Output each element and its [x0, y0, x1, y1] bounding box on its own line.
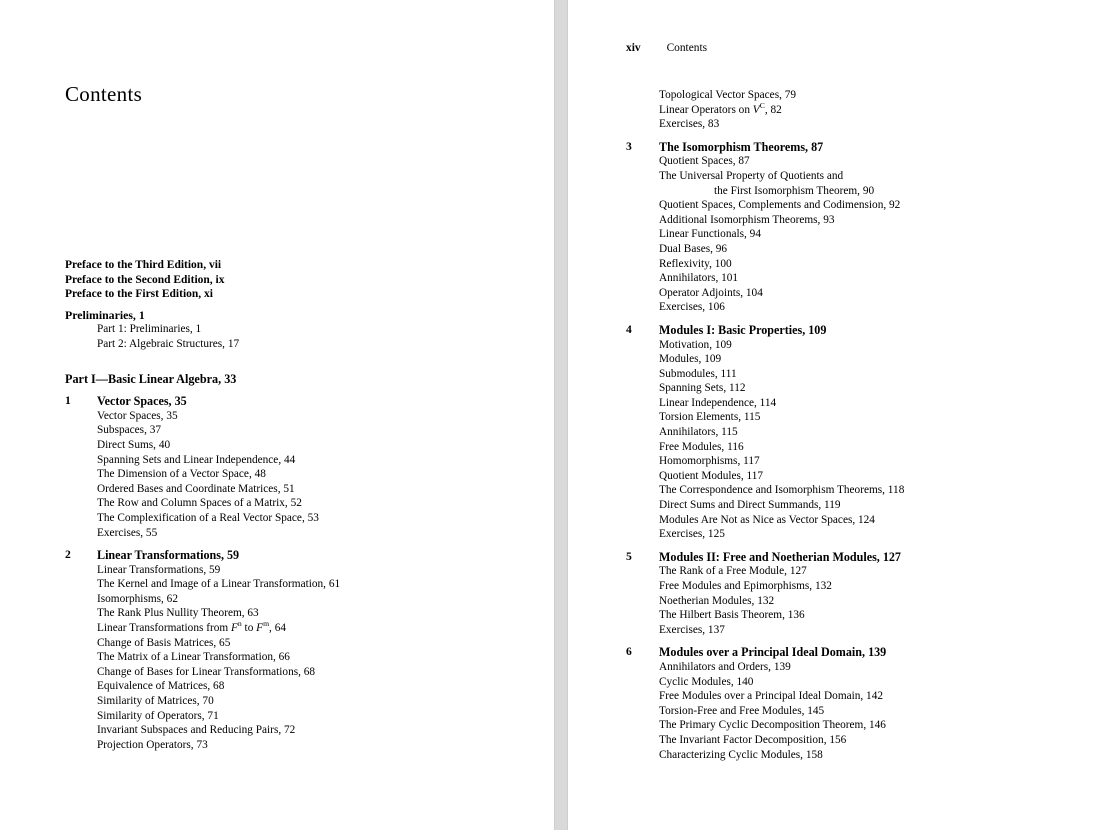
- page-gutter: [554, 0, 568, 830]
- toc-entry[interactable]: Characterizing Cyclic Modules, 158: [659, 748, 823, 761]
- toc-entry[interactable]: Spanning Sets and Linear Independence, 44: [97, 453, 296, 466]
- front-matter-entry[interactable]: Preface to the Second Edition, ix: [65, 273, 225, 286]
- toc-entry-linear-transformations-fn-fm[interactable]: [97, 621, 505, 636]
- toc-entry[interactable]: Reflexivity, 100: [659, 257, 732, 270]
- toc-entry[interactable]: Similarity of Matrices, 70: [97, 695, 214, 708]
- part-heading: Part I—Basic Linear Algebra, 33: [65, 371, 237, 386]
- symbol-v: V: [752, 103, 760, 116]
- front-matter-entry[interactable]: Preface to the Third Edition, vii: [65, 259, 222, 271]
- preliminaries-heading[interactable]: Preliminaries, 1: [65, 307, 145, 322]
- toc-entry[interactable]: Exercises, 55: [97, 526, 158, 539]
- preliminaries-item[interactable]: Part 2: Algebraic Structures, 17: [97, 337, 240, 350]
- chapter-3-entries-rest: [659, 198, 1086, 315]
- toc-entry[interactable]: Torsion-Free and Free Modules, 145: [659, 704, 825, 717]
- toc-entry[interactable]: Ordered Bases and Coordinate Matrices, 51: [97, 482, 295, 495]
- toc-entry[interactable]: Quotient Modules, 117: [659, 469, 764, 482]
- toc-entry[interactable]: Exercises, 83: [659, 118, 720, 131]
- symbol-f: F: [230, 622, 238, 635]
- entry-page-number: , 82: [764, 103, 782, 116]
- toc-entry[interactable]: Linear Independence, 114: [659, 396, 777, 409]
- toc-entry[interactable]: The Invariant Factor Decomposition, 156: [659, 733, 847, 746]
- continued-entries: [659, 88, 1086, 132]
- toc-entry[interactable]: The Rank Plus Nullity Theorem, 63: [97, 607, 259, 620]
- chapter-title: Modules II: Free and Noetherian Modules, 127: [659, 549, 901, 564]
- chapter-6-entries: [659, 660, 1086, 762]
- chapter-heading[interactable]: [65, 548, 505, 563]
- chapter-heading[interactable]: [65, 394, 505, 409]
- chapter-title: Linear Transformations, 59: [97, 548, 240, 563]
- chapter-heading[interactable]: [626, 140, 1086, 155]
- toc-entry[interactable]: Isomorphisms, 62: [97, 592, 178, 605]
- chapter-number: 6: [626, 645, 632, 659]
- toc-entry-linear-operators-vc[interactable]: [659, 100, 1086, 118]
- chapter-number: 3: [626, 139, 632, 153]
- toc-entry[interactable]: Annihilators, 101: [659, 272, 739, 285]
- toc-entry[interactable]: Equivalence of Matrices, 68: [97, 680, 225, 693]
- chapter-number: 5: [626, 549, 632, 563]
- toc-entry[interactable]: Annihilators, 115: [659, 426, 738, 439]
- toc-entry[interactable]: Exercises, 125: [659, 528, 725, 541]
- chapter-2-entries: [97, 563, 505, 753]
- toc-entry[interactable]: Homomorphisms, 117: [659, 455, 760, 468]
- toc-entry[interactable]: The Rank of a Free Module, 127: [659, 565, 807, 578]
- toc-entry[interactable]: The Row and Column Spaces of a Matrix, 52: [97, 497, 302, 510]
- toc-entry[interactable]: Annihilators and Orders, 139: [659, 660, 791, 673]
- toc-entry[interactable]: Linear Functionals, 94: [659, 228, 761, 241]
- toc-entry[interactable]: Torsion Elements, 115: [659, 411, 761, 424]
- toc-entry[interactable]: Exercises, 106: [659, 301, 725, 314]
- chapter-title: Modules over a Principal Ideal Domain, 139: [659, 645, 887, 660]
- toc-entry[interactable]: The Correspondence and Isomorphism Theorems, 118: [659, 484, 905, 497]
- toc-entry[interactable]: The Dimension of a Vector Space, 48: [97, 468, 266, 481]
- toc-entry[interactable]: Change of Basis Matrices, 65: [97, 636, 231, 649]
- toc-entry[interactable]: Noetherian Modules, 132: [659, 594, 775, 607]
- toc-entry[interactable]: Topological Vector Spaces, 79: [659, 89, 797, 101]
- toc-entry[interactable]: The Universal Property of Quotients and: [659, 169, 844, 182]
- chapter-title: Vector Spaces, 35: [97, 394, 187, 409]
- symbol-f-2: F: [256, 622, 264, 635]
- toc-entry[interactable]: The Complexification of a Real Vector Space, 53: [97, 511, 319, 524]
- chapter-5-entries: [659, 564, 1086, 637]
- chapter-heading[interactable]: [626, 550, 1086, 565]
- toc-entry[interactable]: Exercises, 137: [659, 623, 725, 636]
- left-toc-body: [65, 258, 505, 752]
- superscript-n: n: [237, 619, 242, 629]
- toc-entry[interactable]: The Matrix of a Linear Transformation, 66: [97, 651, 290, 664]
- toc-entry[interactable]: Projection Operators, 73: [97, 738, 208, 751]
- toc-entry[interactable]: Direct Sums and Direct Summands, 119: [659, 499, 841, 512]
- right-toc-body: [626, 88, 1086, 762]
- toc-entry[interactable]: Linear Transformations, 59: [97, 563, 221, 576]
- toc-entry[interactable]: Free Modules and Epimorphisms, 132: [659, 580, 832, 592]
- toc-entry[interactable]: Change of Bases for Linear Transformations, 68: [97, 665, 316, 678]
- entry-page-number: , 64: [269, 622, 286, 635]
- toc-entry[interactable]: Cyclic Modules, 140: [659, 675, 754, 688]
- chapter-4-entries: [659, 338, 1086, 542]
- chapter-1-entries: [97, 409, 505, 540]
- superscript-c: C: [759, 100, 765, 110]
- running-head-text: Contents: [666, 42, 708, 54]
- preliminaries-item[interactable]: Part 1: Preliminaries, 1: [97, 323, 202, 336]
- chapter-number: 2: [65, 548, 71, 562]
- toc-entry[interactable]: The Hilbert Basis Theorem, 136: [659, 609, 805, 622]
- toc-entry[interactable]: The Kernel and Image of a Linear Transformation, 61: [97, 578, 341, 591]
- chapter-number: 1: [65, 394, 71, 408]
- toc-entry[interactable]: Submodules, 111: [659, 367, 737, 380]
- toc-entry[interactable]: Operator Adjoints, 104: [659, 286, 763, 299]
- toc-entry[interactable]: Vector Spaces, 35: [97, 409, 178, 422]
- toc-entry[interactable]: Invariant Subspaces and Reducing Pairs, 72: [97, 724, 296, 737]
- chapter-number: 4: [626, 322, 632, 336]
- superscript-m: m: [263, 619, 270, 629]
- toc-entry[interactable]: Modules, 109: [659, 353, 722, 366]
- toc-entry[interactable]: The Primary Cyclic Decomposition Theorem, 146: [659, 719, 886, 732]
- toc-entry[interactable]: Free Modules, 116: [659, 440, 744, 453]
- chapter-heading[interactable]: [626, 323, 1086, 338]
- chapter-3-entries: [659, 154, 1086, 183]
- toc-entry[interactable]: Dual Bases, 96: [659, 242, 728, 255]
- toc-entry[interactable]: Modules Are Not as Nice as Vector Spaces, 124: [659, 513, 875, 526]
- toc-entry[interactable]: Motivation, 109: [659, 338, 732, 351]
- folio-number: xiv: [626, 42, 641, 54]
- toc-entry[interactable]: Quotient Spaces, 87: [659, 155, 750, 168]
- toc-entry-continuation[interactable]: the First Isomorphism Theorem, 90: [714, 184, 875, 197]
- chapter-title: Modules I: Basic Properties, 109: [659, 322, 827, 337]
- entry-text-middle: to: [241, 622, 257, 635]
- left-page: [0, 0, 554, 830]
- entry-text-prefix: Linear Operators on: [659, 103, 753, 116]
- toc-entry[interactable]: Additional Isomorphism Theorems, 93: [659, 213, 835, 226]
- toc-entry[interactable]: Direct Sums, 40: [97, 438, 171, 451]
- toc-entry[interactable]: Free Modules over a Principal Ideal Domain, 142: [659, 690, 883, 703]
- chapter-title: The Isomorphism Theorems, 87: [659, 139, 824, 154]
- toc-entry[interactable]: Subspaces, 37: [97, 424, 162, 437]
- front-matter-entry[interactable]: Preface to the First Edition, xi: [65, 288, 213, 301]
- running-header: [626, 42, 707, 54]
- entry-text-prefix: Linear Transformations from: [97, 622, 231, 635]
- toc-entry[interactable]: Similarity of Operators, 71: [97, 709, 219, 722]
- chapter-heading[interactable]: [626, 645, 1086, 660]
- page-title: Contents: [65, 82, 143, 106]
- toc-entry[interactable]: Spanning Sets, 112: [659, 382, 746, 395]
- toc-entry[interactable]: Quotient Spaces, Complements and Codimension, 92: [659, 199, 901, 212]
